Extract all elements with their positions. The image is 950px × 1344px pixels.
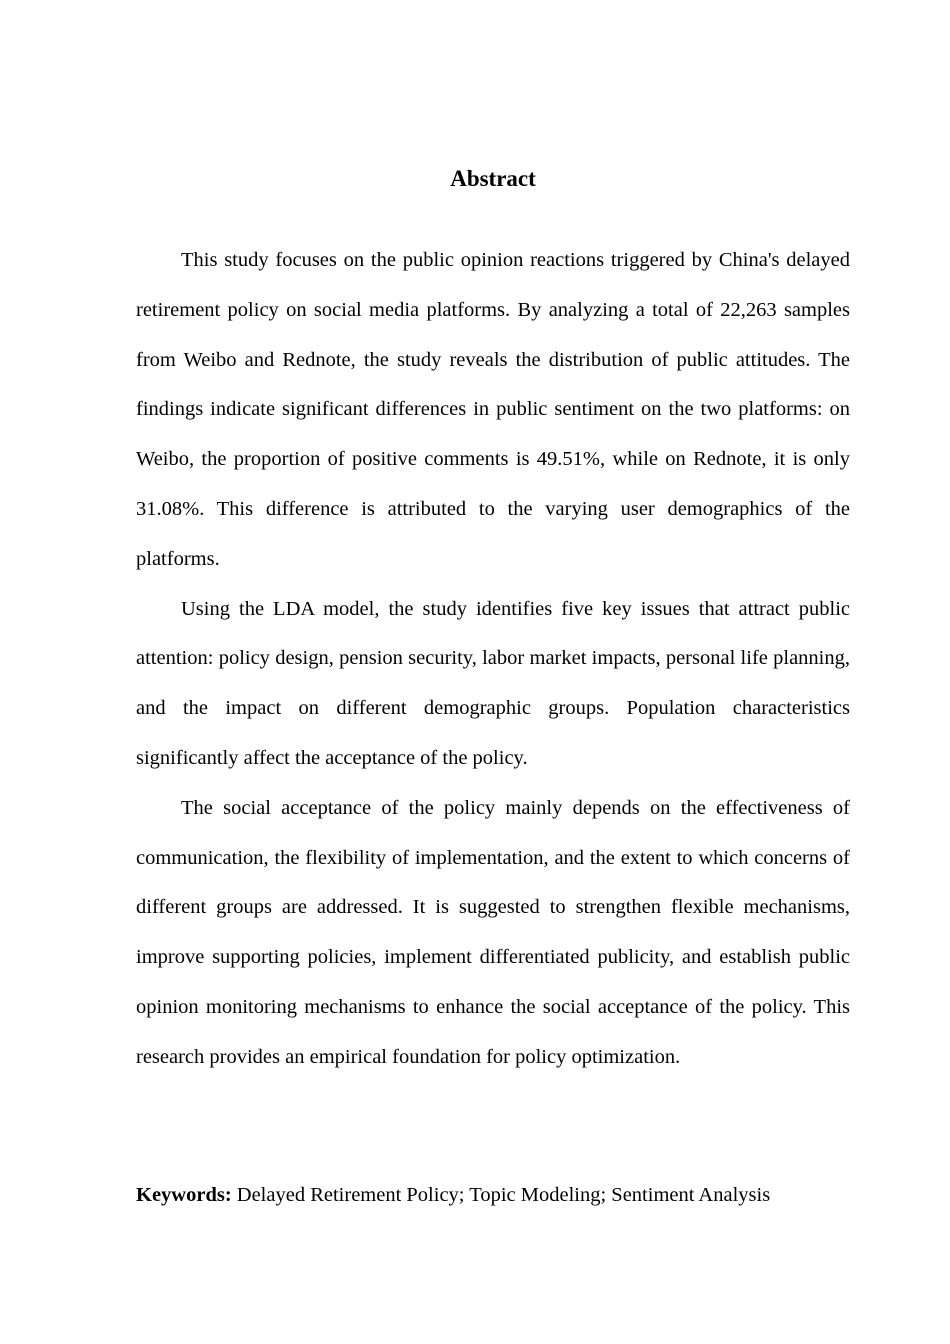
keywords-label: Keywords: xyxy=(136,1184,232,1206)
abstract-paragraph-2: Using the LDA model, the study identifies five key issues that attract public attention: policy design, pension security, labor market impacts, personal life planning, and the impact on different demographic groups. Population characteristics significantly affect the acceptance of the policy. xyxy=(136,597,850,769)
abstract-paragraph-3: The social acceptance of the policy mainly depends on the effectiveness of communication, the flexibility of implementation, and the extent to which concerns of different groups are addressed. It is suggested to strengthen flexible mechanisms, improve supporting policies, implement differentiated publicity, and establish public opinion monitoring mechanisms to enhance the social acceptance of the policy. This research provides an empirical foundation for policy optimization. xyxy=(136,796,850,1068)
keywords-text: Delayed Retirement Policy; Topic Modeling; Sentiment Analysis xyxy=(236,1184,771,1206)
abstract-body xyxy=(136,236,850,1083)
keywords-line xyxy=(136,1178,896,1212)
abstract-paragraph-1: This study focuses on the public opinion reactions triggered by China's delayed retirement policy on social media platforms. By analyzing a total of 22,263 samples from Weibo and Rednote, the study reveals the distribution of public attitudes. The findings indicate significant differences in public sentiment on the two platforms: on Weibo, the proportion of positive comments is 49.51%, while on Rednote, it is only 31.08%. This difference is attributed to the varying user demographics of the platforms. xyxy=(136,249,850,570)
abstract-heading: Abstract xyxy=(450,166,536,191)
